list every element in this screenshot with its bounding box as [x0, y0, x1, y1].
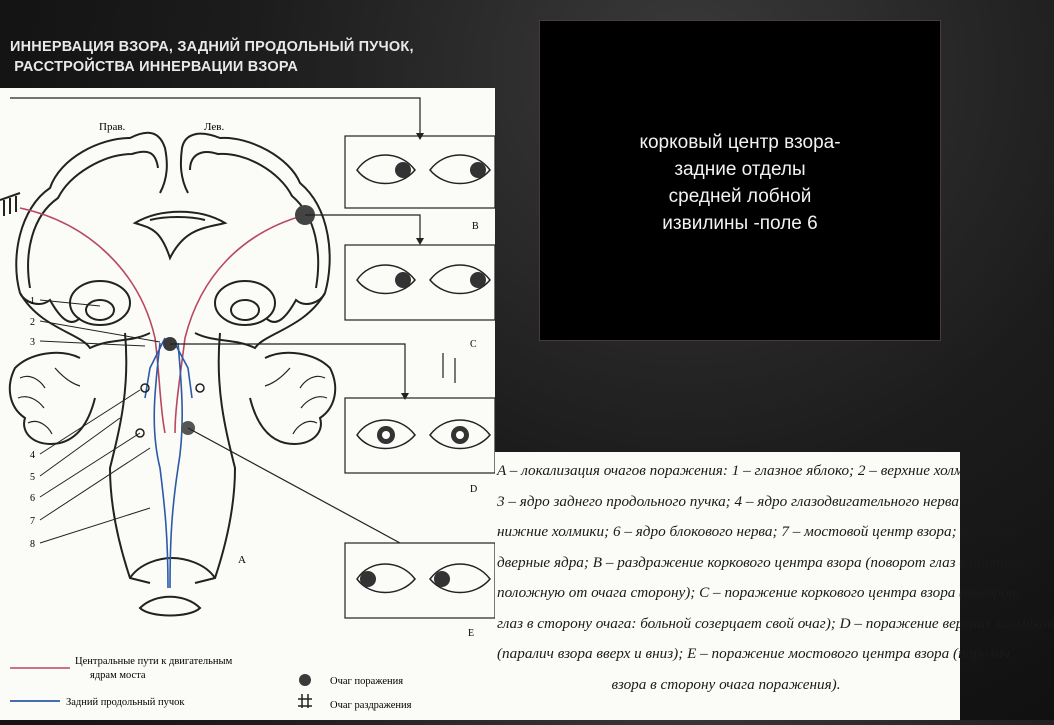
label-2: 2 [30, 317, 35, 328]
slide-title [10, 37, 480, 77]
key-blue-text: Задний продольный пучок [66, 697, 185, 708]
brain-outline [10, 133, 335, 616]
legend-line-5: положную от очага сторону); C – поражение коркового центра взора (поворот [497, 584, 1020, 601]
label-1: 1 [30, 296, 35, 307]
key-irritation-text: Очаг раздражения [330, 700, 412, 711]
eye-panels [345, 136, 495, 639]
legend-line-7: (паралич взора вверх и вниз); E – поражение мостового центра взора (паралич [497, 645, 1010, 662]
panel-letter-e: E [468, 628, 475, 639]
key-lesion-text: Очаг поражения [330, 676, 404, 687]
number-labels [30, 296, 35, 550]
figure-key [10, 656, 412, 711]
panel-c [345, 245, 495, 350]
hemisphere-left-label: Лев. [204, 121, 225, 133]
callout-line-1: корковый центр взора- [639, 132, 841, 153]
legend-line-8: взора в сторону очага поражения). [611, 675, 841, 693]
callout-box [539, 20, 941, 341]
callout-line-3: средней лобной [668, 186, 812, 207]
legend-line-2: 3 – ядро заднего продольного пучка; 4 – ядро глазодвигательного нерва; 5 – [497, 492, 987, 510]
diagram-svg [0, 88, 495, 720]
panel-d [345, 398, 495, 495]
legend-line-3: нижние холмики; 6 – ядро блокового нерва; 7 – мостовой центр взора; 8 – пред- [497, 523, 1018, 540]
legend-panel [495, 452, 1054, 720]
mlf-path-blue [145, 338, 192, 588]
cerebellum-folia [18, 368, 327, 434]
label-7: 7 [30, 516, 35, 527]
label-8: 8 [30, 539, 35, 550]
label-6: 6 [30, 493, 35, 504]
key-red-text-1: Центральные пути к двигательным [75, 656, 233, 667]
panel-letter-b: B [472, 221, 479, 232]
key-lesion-dot [299, 674, 311, 686]
callout-text [540, 129, 940, 237]
legend-line-6: глаз в сторону очага: больной созерцает свой очаг); D – поражение верхних холмиков [497, 614, 1054, 632]
irritation-marks [0, 193, 20, 216]
panel-letter-d: D [470, 484, 478, 495]
panel-e [345, 543, 495, 639]
brainstem-letter: A [238, 554, 246, 566]
hemisphere-right-label: Прав. [99, 121, 126, 133]
label-4: 4 [30, 450, 35, 461]
slide-title-line-2: РАССТРОЙСТВА ИННЕРВАЦИИ ВЗОРА [10, 59, 299, 75]
legend-line-1: A – локализация очагов поражения: 1 – глазное яблоко; 2 – верхние холмики; [497, 462, 991, 479]
panel-letter-c: C [470, 339, 477, 350]
label-5: 5 [30, 472, 35, 483]
label-3: 3 [30, 337, 35, 348]
legend-text [497, 456, 1054, 700]
key-irritation-mark [298, 694, 312, 708]
gaze-innervation-figure [0, 88, 495, 720]
slide-title-line-1: ИННЕРВАЦИЯ ВЗОРА, ЗАДНИЙ ПРОДОЛЬНЫЙ ПУЧОК, [10, 39, 414, 55]
legend-line-4: дверные ядра; B – раздражение коркового центра взора (поворот глаз в противо- [497, 553, 1031, 571]
callout-line-4: извилины -поле 6 [662, 213, 818, 234]
callout-line-2: задние отделы [674, 159, 806, 180]
key-red-text-2: ядрам моста [90, 670, 146, 681]
